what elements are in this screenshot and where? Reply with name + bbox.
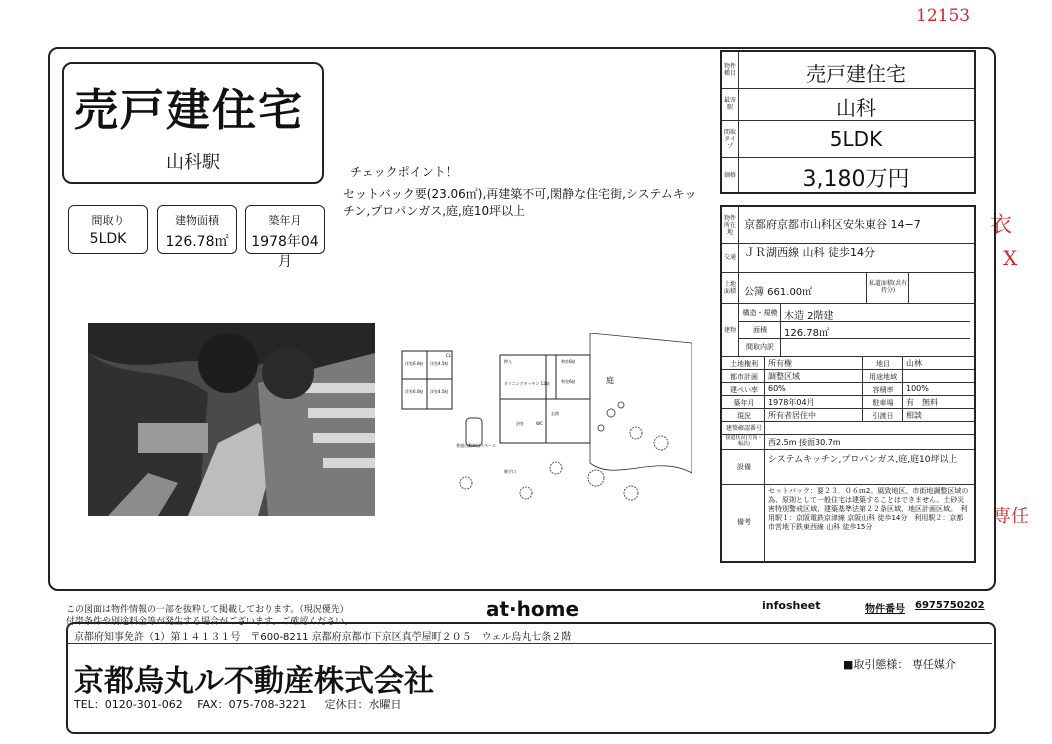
equip-value: システムキッチン,プロパンガス,庭,庭10坪以上 xyxy=(768,455,958,465)
row-equip: 設備 システムキッチン,プロパンガス,庭,庭10坪以上 xyxy=(720,450,976,485)
plan-room-2: 洋室4.5帖 xyxy=(430,361,449,366)
plan-room-5: 和室6帖 xyxy=(561,359,576,364)
row-type: 物件種目 売戸建住宅 xyxy=(720,50,976,89)
handover-value: 相談 xyxy=(906,411,922,420)
checkpoint-text: セットバック要(23.06㎡),再建築不可,閑静な住宅街,システムキッチン,プロパンガス,庭,庭10坪以上 xyxy=(343,187,697,218)
plan-room-1: 洋室6.0帖 xyxy=(405,361,424,366)
area-value: 126.78㎡ xyxy=(784,328,829,339)
checkpoint-title: チェックポイント！ xyxy=(350,165,458,179)
address-value: 京都府京都市山科区安朱東谷 14−7 xyxy=(744,218,921,231)
plan-entrance: 玄関 xyxy=(551,411,559,416)
parking-value: 有 無料 xyxy=(906,398,938,407)
plan-closet: CL xyxy=(446,353,452,358)
row-price: 価格 3,180万円 xyxy=(720,158,976,194)
deal-type: ■取引態様： 専任媒介 xyxy=(843,658,956,671)
chimoku-value: 山林 xyxy=(906,359,922,368)
note-line-1: この図面は物件情報の一部を抜粋して掲載しております。（現況優先） xyxy=(66,605,349,615)
area-label: 面積 xyxy=(753,326,767,334)
plan-bath: 浴室 xyxy=(516,421,524,426)
handwritten-number: 12153 xyxy=(916,6,971,26)
kenpei-value: 60% xyxy=(768,384,786,393)
row-built: 築年月 1978年04月 駐車場 有 無料 xyxy=(720,396,976,409)
plan-back-door: 勝手口 xyxy=(504,469,516,474)
private-road-label: 私道面積(共有持分) xyxy=(868,280,908,294)
floor-plan xyxy=(396,333,692,518)
yoseki-value: 100% xyxy=(906,384,929,393)
plan-room-3: 洋室6.0帖 xyxy=(405,389,424,394)
row-layout: 間取タイプ 5LDK xyxy=(720,121,976,158)
road-value: 西2.5m 接面30.7m xyxy=(768,438,841,447)
price-value: 3,180万円 xyxy=(802,167,910,192)
plan-dining: ダイニングキッチン 12帖 xyxy=(504,381,550,386)
layout-value: 5LDK xyxy=(829,127,883,151)
row-confirm: 建築確認番号 xyxy=(720,422,976,435)
spec-built: 築年月 1978年04月 xyxy=(245,205,325,254)
plan-garden: 庭 xyxy=(606,376,614,385)
plan-value: 調整区域 xyxy=(768,372,800,381)
status-value: 所有者居住中 xyxy=(768,411,816,420)
title-box xyxy=(62,62,324,184)
page-title: 売戸建住宅 xyxy=(74,85,304,136)
handwritten-mark: 衣 xyxy=(990,213,1013,238)
property-number: 6975750202 xyxy=(915,600,985,611)
row-ratio: 建ぺい率 60% 容積率 100% xyxy=(720,383,976,396)
struct-label: 構造・規模 xyxy=(742,309,778,317)
built-value: 1978年04月 xyxy=(768,398,815,407)
athome-logo: at·home xyxy=(486,597,580,621)
property-number-label: 物件番号 xyxy=(865,604,905,615)
struct-value: 木造 2階建 xyxy=(784,311,834,322)
note-line-2: 付帯条件や別途料金等が発生する場合がございます。ご確認ください。 xyxy=(66,617,354,627)
row-traffic: 交通 ＪＲ湖西線 山科 徒歩14分 xyxy=(720,242,976,273)
property-type: 売戸建住宅 xyxy=(806,62,906,86)
row-status: 現況 所有者居住中 引渡日 相談 xyxy=(720,409,976,422)
row-remarks: 備考 セットバック：要２３．０６ｍ2。風致地区、市街地調整区域の為、原則として一般住宅は建築することはできません。土砂災害特別警戒区域、建築基準法第２２条区域、地区計画区域。 利用駅１：京阪電鉄京津線 京阪山科 徒歩14分 利用駅２：京都市営地下鉄東西線 山科 徒歩15分 xyxy=(720,485,976,563)
infosheet-label: infosheet xyxy=(762,599,821,612)
row-station: 最寄駅 山科 xyxy=(720,87,976,121)
rooms-label: 間取内訳 xyxy=(746,343,774,351)
land-value: 公簿 661.00㎡ xyxy=(744,287,813,298)
row-address: 物件所在地 京都府京都市山科区安朱東谷 14−7 xyxy=(720,205,976,244)
plan-room-4: 洋室4.5帖 xyxy=(430,389,449,394)
plan-room-6: 和室6帖 xyxy=(561,379,576,384)
row-road: 接道状況(方向・幅員) 西2.5m 接面30.7m xyxy=(720,435,976,450)
spec-layout: 間取り 5LDK xyxy=(68,205,148,254)
property-photo xyxy=(88,323,375,516)
station-value: 山科 xyxy=(836,96,876,120)
station-name: 山科駅 xyxy=(166,152,220,173)
row-building: 建物 構造・規模 木造 2階建 面積 126.78㎡ 間取内訳 xyxy=(720,304,976,357)
handwritten-note: 専任 xyxy=(993,506,1029,527)
license-text: 京都府知事免許（1）第１４１３１号 〒600-8211 京都府京都市下京区真苧屋町２０５ ウェル烏丸七条２階 xyxy=(74,632,572,643)
company-name: 京都烏丸ル不動産株式会社 xyxy=(74,664,434,699)
contact-info: TEL：0120-301-062 FAX：075-708-3221 定休日：水曜日 xyxy=(74,698,402,711)
plan-storage: 押入 xyxy=(504,359,512,364)
traffic-value: ＪＲ湖西線 山科 徒歩14分 xyxy=(744,246,875,259)
row-land: 土地面積 公簿 661.00㎡ 私道面積(共有持分) xyxy=(720,273,976,304)
remarks-value: セットバック：要２３．０６ｍ2。風致地区、市街地調整区域の為、原則として一般住宅は建築することはできません。土砂災害特別警戒区域、建築基準法第２２条区域、地区計画区域。 利用駅１：京阪電鉄京津線 京阪山科 徒歩14分 利用駅２：京都市営地下鉄東西線 山科 徒歩15分 xyxy=(768,487,969,531)
row-rights: 土地権利 所有権 地目 山林 xyxy=(720,357,976,370)
footer-divider xyxy=(66,643,992,644)
rights-value: 所有権 xyxy=(768,359,792,368)
plan-parking: 普通自動車用スペース xyxy=(456,443,496,448)
handwritten-cross: X xyxy=(1003,246,1018,270)
plan-wc: WC xyxy=(536,421,543,426)
row-plan: 都市計画 調整区域 用途地域 xyxy=(720,370,976,383)
spec-area: 建物面積 126.78㎡ xyxy=(157,205,237,254)
